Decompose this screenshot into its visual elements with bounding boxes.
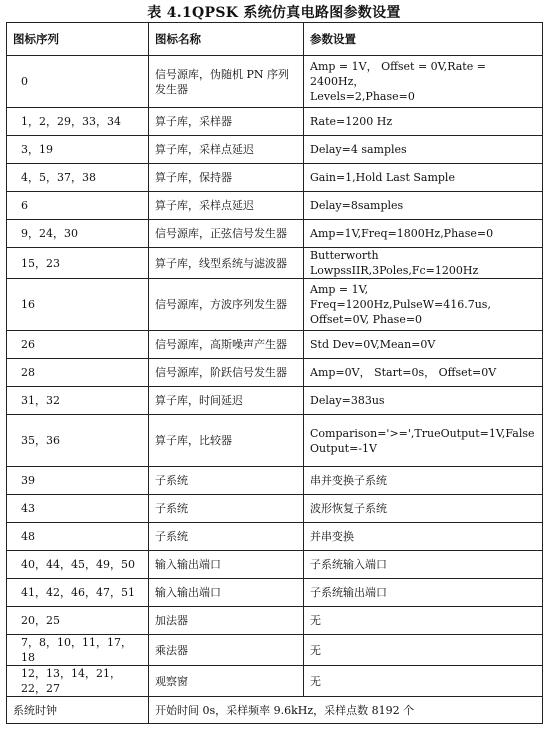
cell-name	[149, 220, 304, 248]
cell-param	[304, 192, 543, 220]
cell-param	[304, 607, 543, 635]
footer-value: 开始时间 0s，采样频率 9.6kHz，采样点数 8192 个	[149, 697, 543, 724]
cell-seq: 39	[7, 467, 149, 495]
cell-param-line: Delay=383us	[310, 394, 385, 407]
cell-name-line: 子系统	[155, 530, 188, 543]
parameter-table	[6, 22, 543, 724]
cell-seq: 7，8，10，11，17，18	[7, 635, 149, 666]
cell-param-line: Output=-1V	[310, 441, 377, 455]
cell-name-line: 输入输出端口	[155, 586, 221, 599]
table-row	[7, 415, 543, 467]
cell-name-line: 加法器	[155, 614, 188, 627]
cell-name-line: 算子库，保持器	[155, 171, 232, 184]
cell-param	[304, 415, 543, 467]
cell-param-line: 子系统输出端口	[310, 586, 387, 599]
cell-param-line: Delay=4 samples	[310, 143, 407, 156]
table-row	[7, 635, 543, 666]
table-row	[7, 192, 543, 220]
cell-param-line: Delay=8samples	[310, 199, 404, 212]
cell-name-line: 观察窗	[155, 674, 188, 688]
header-seq: 图标序列	[7, 23, 149, 56]
cell-param-line: Std Dev=0V,Mean=0V	[310, 338, 436, 351]
table-row	[7, 220, 543, 248]
cell-seq: 28	[7, 359, 149, 387]
cell-param-line: Amp=1V,Freq=1800Hz,Phase=0	[310, 227, 494, 240]
cell-param	[304, 164, 543, 192]
cell-param	[304, 551, 543, 579]
cell-param	[304, 359, 543, 387]
table-row	[7, 579, 543, 607]
cell-name	[149, 359, 304, 387]
cell-name	[149, 635, 304, 666]
cell-seq: 15，23	[7, 248, 149, 279]
cell-param-line: Levels=2,Phase=0	[310, 90, 415, 103]
cell-seq: 3，19	[7, 136, 149, 164]
cell-param	[304, 495, 543, 523]
cell-param-line: Rate=1200 Hz	[310, 115, 393, 128]
table-row	[7, 551, 543, 579]
cell-seq: 40，44，45，49，50	[7, 551, 149, 579]
cell-param-line: 无	[310, 643, 321, 657]
cell-param	[304, 108, 543, 136]
table-row	[7, 279, 543, 331]
cell-seq: 6	[7, 192, 149, 220]
cell-seq: 16	[7, 279, 149, 331]
cell-seq: 0	[7, 56, 149, 108]
cell-name	[149, 56, 304, 108]
cell-param-line: Amp = 1V， Offset = 0V,Rate = 2400Hz，	[310, 60, 486, 88]
table-row	[7, 467, 543, 495]
table-row	[7, 523, 543, 551]
cell-param-line: Comparison='>=',TrueOutput=1V,False	[310, 426, 535, 440]
table-row	[7, 359, 543, 387]
table-row	[7, 56, 543, 108]
cell-name-line: 输入输出端口	[155, 558, 221, 571]
table-row	[7, 666, 543, 697]
cell-name-line: 算子库，采样点延迟	[155, 199, 254, 212]
cell-name	[149, 666, 304, 697]
table-body	[7, 56, 543, 697]
cell-param	[304, 331, 543, 359]
cell-param	[304, 523, 543, 551]
cell-param-line: 子系统输入端口	[310, 558, 387, 571]
table-caption: 表 4.1QPSK 系统仿真电路图参数设置	[147, 5, 401, 21]
cell-name	[149, 415, 304, 467]
cell-seq: 20，25	[7, 607, 149, 635]
table-row	[7, 108, 543, 136]
cell-name	[149, 136, 304, 164]
cell-param-line: 无	[310, 674, 321, 688]
cell-name-line: 算子库，时间延迟	[155, 394, 243, 407]
cell-name	[149, 495, 304, 523]
cell-name-line: 算子库，采样器	[155, 115, 232, 128]
cell-param	[304, 56, 543, 108]
table-row	[7, 136, 543, 164]
cell-name	[149, 523, 304, 551]
cell-name	[149, 164, 304, 192]
cell-name-line: 算子库，比较器	[155, 434, 232, 447]
cell-name-line: 算子库，线型系统与滤波器	[155, 256, 287, 270]
cell-name-line: 子系统	[155, 474, 188, 487]
cell-param	[304, 467, 543, 495]
cell-seq: 35，36	[7, 415, 149, 467]
cell-param	[304, 279, 543, 331]
cell-name	[149, 467, 304, 495]
cell-name	[149, 387, 304, 415]
cell-name-line: 乘法器	[155, 643, 188, 657]
table-row	[7, 248, 543, 279]
cell-param-line: Butterworth LowpssIIR,3Poles,Fc=1200Hz	[310, 249, 479, 277]
footer-row	[7, 697, 543, 724]
cell-seq: 4，5，37，38	[7, 164, 149, 192]
table-row	[7, 164, 543, 192]
cell-name	[149, 579, 304, 607]
cell-param	[304, 220, 543, 248]
cell-name	[149, 331, 304, 359]
cell-name-line: 信号源库，伪随机 PN 序列	[155, 67, 290, 81]
cell-param	[304, 579, 543, 607]
cell-param	[304, 248, 543, 279]
header-name: 图标名称	[149, 23, 304, 56]
cell-param-line: 串并变换子系统	[310, 474, 387, 487]
cell-param-line: Gain=1,Hold Last Sample	[310, 171, 455, 184]
cell-seq: 9，24，30	[7, 220, 149, 248]
cell-name	[149, 248, 304, 279]
cell-name	[149, 192, 304, 220]
cell-param-line: Offset=0V, Phase=0	[310, 313, 423, 326]
table-row	[7, 331, 543, 359]
cell-name-line: 信号源库，高斯噪声产生器	[155, 338, 287, 351]
cell-param-line: Amp = 1V, Freq=1200Hz,PulseW=416.7us,	[310, 283, 491, 311]
cell-seq: 48	[7, 523, 149, 551]
cell-seq: 41，42，46，47，51	[7, 579, 149, 607]
cell-seq: 43	[7, 495, 149, 523]
cell-name	[149, 279, 304, 331]
cell-param-line: Amp=0V， Start=0s， Offset=0V	[310, 366, 497, 379]
table-header-row	[7, 23, 543, 56]
cell-seq: 12，13，14，21，22，27	[7, 666, 149, 697]
cell-name-line: 发生器	[155, 82, 188, 96]
cell-name-line: 信号源库，正弦信号发生器	[155, 227, 287, 240]
cell-name-line: 信号源库，方波序列发生器	[155, 298, 287, 311]
cell-name	[149, 607, 304, 635]
cell-seq: 1，2，29，33，34	[7, 108, 149, 136]
footer-label: 系统时钟	[7, 697, 149, 724]
cell-name-line: 子系统	[155, 502, 188, 515]
cell-seq: 31，32	[7, 387, 149, 415]
cell-param-line: 并串变换	[310, 530, 354, 543]
cell-name	[149, 551, 304, 579]
cell-param	[304, 136, 543, 164]
cell-param-line: 无	[310, 614, 321, 627]
cell-name	[149, 108, 304, 136]
cell-seq: 26	[7, 331, 149, 359]
table-row	[7, 495, 543, 523]
cell-name-line: 算子库，采样点延迟	[155, 143, 254, 156]
cell-param	[304, 635, 543, 666]
cell-param	[304, 666, 543, 697]
cell-param	[304, 387, 543, 415]
cell-param-line: 波形恢复子系统	[310, 502, 387, 515]
cell-name-line: 信号源库，阶跃信号发生器	[155, 366, 287, 379]
header-param: 参数设置	[304, 23, 543, 56]
table-row	[7, 607, 543, 635]
table-row	[7, 387, 543, 415]
